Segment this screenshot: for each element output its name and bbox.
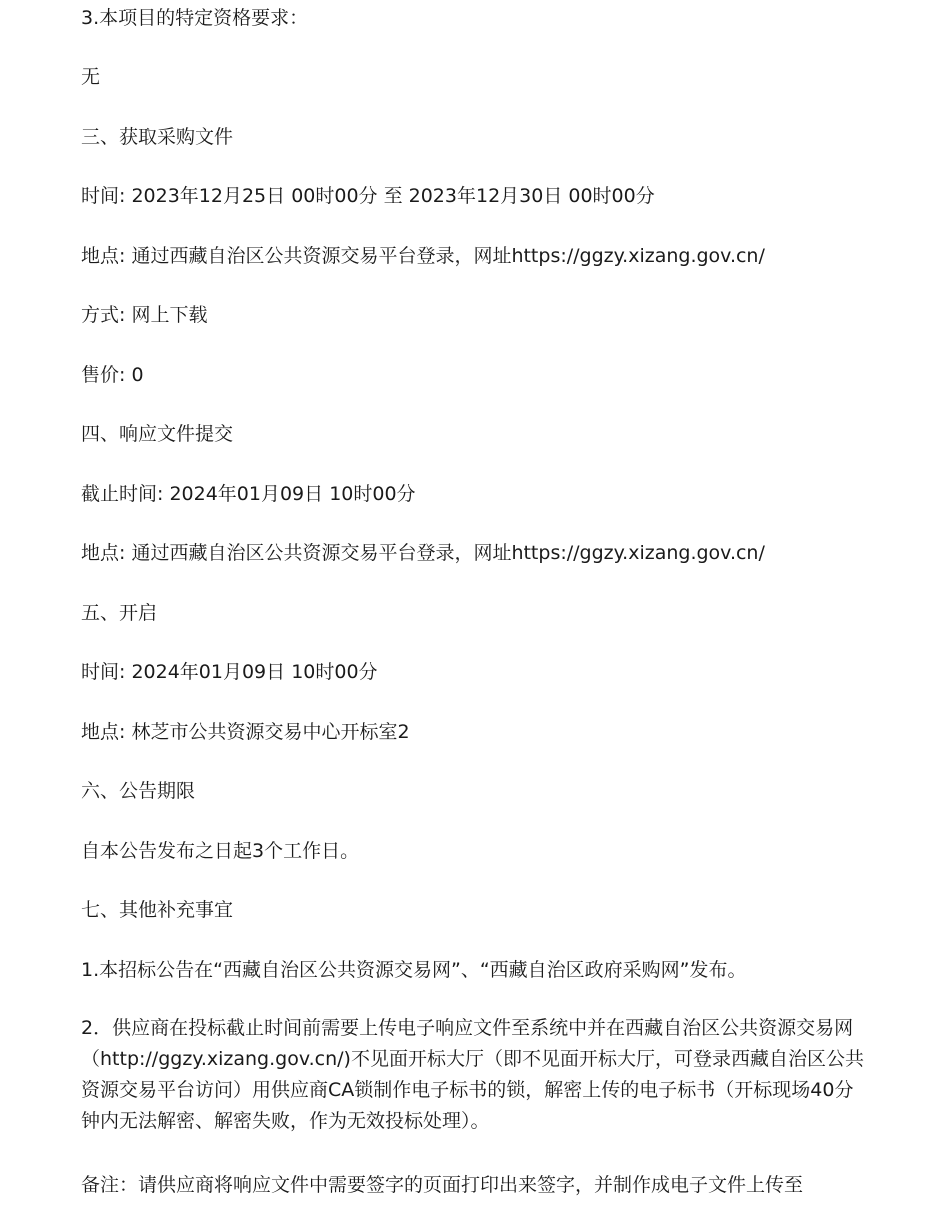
obtain-location: 地点: 通过西藏自治区公共资源交易平台登录，网址https://ggzy.xizang.gov.cn/ (81, 245, 765, 267)
submission-location: 地点: 通过西藏自治区公共资源交易平台登录，网址https://ggzy.xizang.gov.cn/ (81, 542, 765, 564)
section-7-heading: 七、其他补充事宜 (81, 899, 234, 921)
obtain-price: 售价: 0 (81, 364, 144, 386)
section-4-heading: 四、响应文件提交 (81, 423, 234, 445)
obtain-method: 方式: 网上下载 (81, 304, 208, 326)
remark: 备注：请供应商将响应文件中需要签字的页面打印出来签字，并制作成电子文件上传至 (81, 1174, 804, 1196)
qualification-requirement-heading: 3.本项目的特定资格要求： (81, 7, 309, 29)
opening-time: 时间: 2024年01月09日 10时00分 (81, 661, 378, 683)
section-5-heading: 五、开启 (81, 602, 158, 624)
obtain-time: 时间: 2023年12月25日 00时00分 至 2023年12月30日 00时00分 (81, 185, 655, 207)
submission-deadline: 截止时间: 2024年01月09日 10时00分 (81, 483, 416, 505)
announcement-period: 自本公告发布之日起3个工作日。 (81, 840, 360, 862)
supplementary-item-1: 1.本招标公告在“西藏自治区公共资源交易网”、“西藏自治区政府采购网”发布。 (81, 959, 747, 981)
section-3-heading: 三、获取采购文件 (81, 126, 234, 148)
opening-location: 地点: 林芝市公共资源交易中心开标室2 (81, 721, 410, 743)
qualification-requirement-value: 无 (81, 66, 101, 88)
section-6-heading: 六、公告期限 (81, 780, 196, 802)
supplementary-item-2: 2．供应商在投标截止时间前需要上传电子响应文件至系统中并在西藏自治区公共资源交易网（http://ggzy.xizang.gov.cn/)不见面开标大厅（即不见面开标大厅，可登录西藏自治区公共资源交易平台访问）用供应商CA锁制作电子标书的锁，解密上传的电子标书（开标现场40分钟内无法解密、解密失败，作为无效投标处理）。 (81, 1017, 864, 1132)
